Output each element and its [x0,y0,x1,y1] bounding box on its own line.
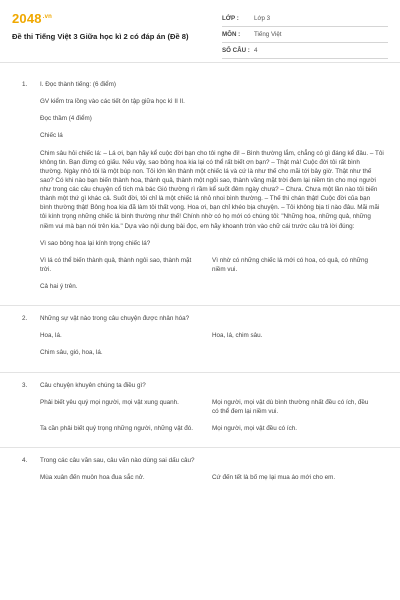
answer-options [40,473,384,490]
question-2 [0,305,400,371]
answer-option[interactable]: Phải biết yêu quý mọi người, mọi vật xung quanh. [40,398,179,406]
question-1 [0,72,400,305]
meta-count-value: 4 [254,47,258,54]
question-3 [0,372,400,448]
meta-class-label: LỚP : [222,15,239,22]
answer-option[interactable]: Chim sâu, gió, hoa, lá. [40,349,103,357]
question-number: 1. [22,81,28,88]
answer-option[interactable]: Vì lá có thể biến thành quả, thành ngôi sao, thành mặt trời. [40,256,192,273]
passage-title: Chiếc lá [40,132,63,140]
instruction-text: GV kiểm tra lồng vào các tiết ôn tập giữa học kì II II. [40,98,185,106]
question-4 [0,447,400,496]
answer-options [40,398,384,441]
question-text: Trong các câu văn sau, câu văn nào dùng sai dấu câu? [40,457,195,464]
question-list [0,72,400,496]
meta-subject-row [222,27,388,43]
logo-suffix: .vn [42,13,53,20]
question-text: Câu chuyện khuyên chúng ta điều gì? [40,381,146,389]
answer-option[interactable]: Cứ đến tết là bố mẹ lại mua áo mới cho em. [212,474,336,482]
meta-subject-value: Tiếng Việt [254,31,282,38]
answer-option[interactable]: Mọi người, mọi vật dù bình thường nhất đều có ích, đều có thể đem lại niềm vui. [212,398,369,415]
exam-meta [222,11,388,59]
document-header [0,0,400,63]
answer-option[interactable]: Cả hai ý trên. [40,283,78,290]
meta-subject-label: MÔN : [222,31,241,38]
answer-option[interactable]: Vì nhờ có những chiếc lá mới có hoa, có quả, có những niềm vui. [212,256,369,273]
answer-option[interactable]: Hoa, lá. [40,332,62,340]
question-text: Vì sao bông hoa lại kính trọng chiếc lá? [40,239,151,247]
answer-option[interactable]: Mọi người, mọi vật đều có ích. [212,424,297,432]
exam-title: Đề thi Tiếng Việt 3 Giữa học kì 2 có đáp án (Đề 8) [12,32,189,41]
meta-class-value: Lớp 3 [254,15,271,22]
question-number: 3. [22,381,28,389]
answer-option[interactable]: Ta cần phải biết quý trọng những người, những vật đó. [40,424,193,432]
question-text: Những sự vật nào trong câu chuyện được nhân hóa? [40,315,190,323]
meta-count-row [222,43,388,59]
site-logo[interactable] [12,11,52,26]
passage-body: Chim sâu hỏi chiếc lá: – Lá ơi, bạn hãy kể cuộc đời bạn cho tôi nghe đi! – Bình thường lắm, chẳng có gì đáng kể đâu. – Tôi không tin. Bạn đừng có giấu. Nếu vậy, sao bông hoa kia lại có thể rất biết ơn bạn? – Thật mà! Cuộc đời tôi rất bình thường. Ngày nhỏ tôi là một búp non. Tôi lớn lên thành một chiếc lá và cứ là như thế cho mãi tới bây giờ. Thật như thế sao? Có khi nào bạn biến thành hoa, thành quả, thành một ngôi sao, thành vầng mặt trời đem lại niềm tin cho mọi người như trong các câu chuyện cổ tích mà bác Gió thường rì rầm kể suốt đêm ngày chưa? – Chưa. Chưa một lần nào tôi biến thành một thứ gì khác cả. Suốt đời, tôi chỉ là một chiếc lá nhỏ nhoi bình thường. – Thế thì chán thật! Cuộc đời của bạn bình thường thật! Bông hoa kia đã làm tôi thất vọng. Hoa ơi, bạn chỉ khéo bịa chuyện. – Tôi không bịa tí nào đâu. Mãi mãi tôi kính trọng những chiếc lá bình thường như thế! Chính nhờ có họ mới có chúng tôi: "Những hoa, những quả, những niềm vui mà bạn nói trên kia." Dựa vào nội dung bài đọc, em hãy khoanh tròn vào chữ cái trước câu trả lời đúng: [40,149,384,230]
question-number: 4. [22,457,28,464]
logo-text: 2048 [12,11,42,26]
meta-class-row [222,11,388,27]
section-heading-reading: I. Đọc thành tiếng: (6 điểm) [40,81,116,88]
answer-options [40,331,384,365]
section-heading-silent-reading: Đọc thầm (4 điểm) [40,115,92,123]
meta-count-label: SỐ CÂU : [222,47,250,54]
question-number: 2. [22,315,28,323]
answer-options [40,256,384,299]
answer-option[interactable]: Mùa xuân đến muôn hoa đua sắc nở. [40,474,145,482]
answer-option[interactable]: Hoa, lá, chim sâu. [212,332,263,340]
